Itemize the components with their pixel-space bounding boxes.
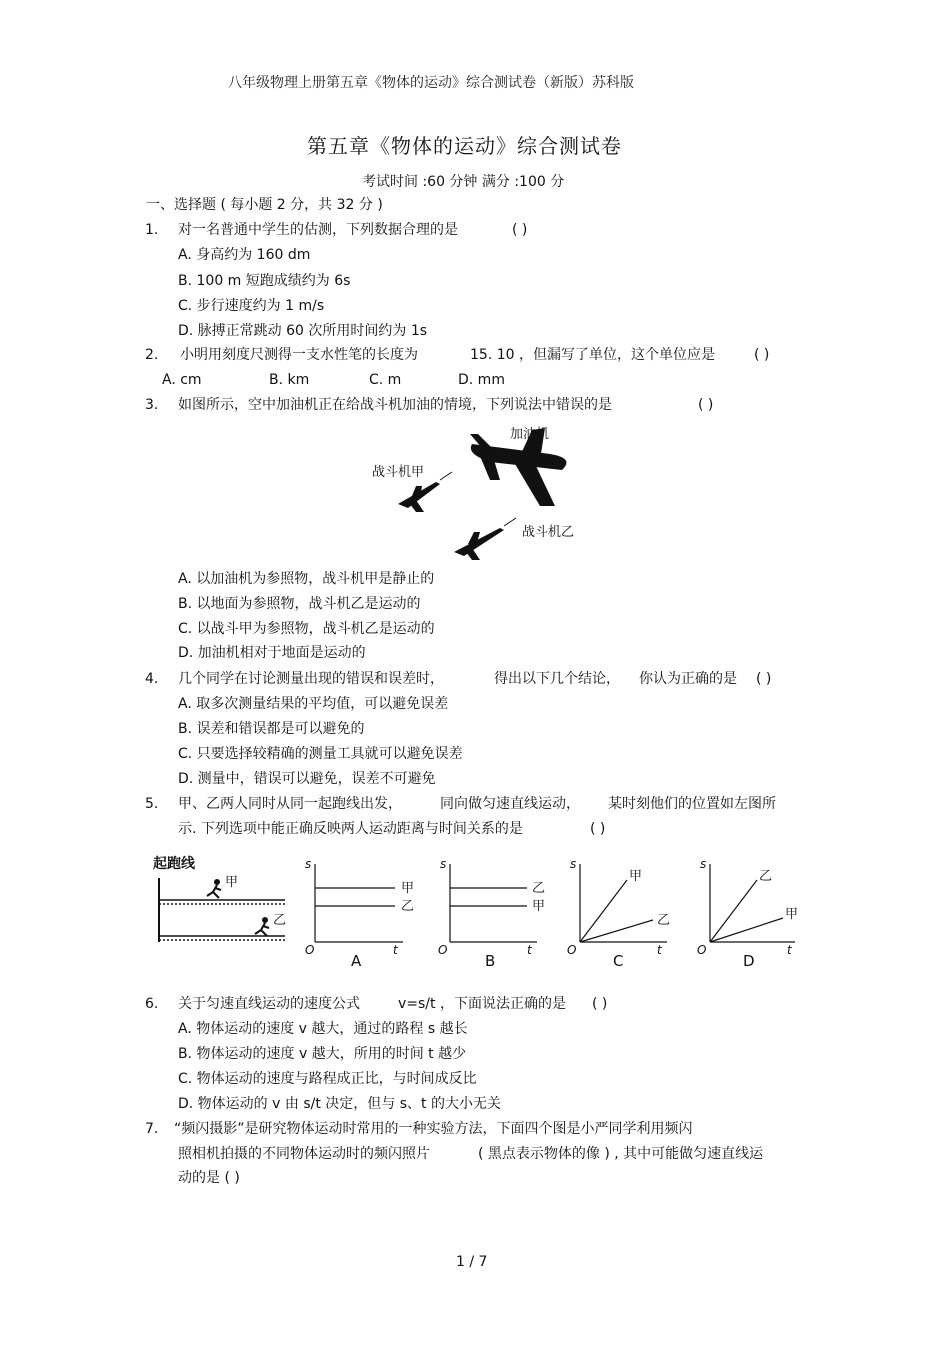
graph-a-yi-label: 乙 bbox=[401, 899, 415, 914]
q1-number: 1. bbox=[145, 222, 159, 238]
q1-option-c: C. 步行速度约为 1 m/s bbox=[178, 298, 325, 314]
q5-answer-paren: ( ) bbox=[590, 821, 606, 837]
q2-option-c: C. m bbox=[369, 372, 402, 388]
q5-stem-part3: 某时刻他们的位置如左图所 bbox=[608, 796, 776, 812]
graph-a-jia-label: 甲 bbox=[401, 881, 415, 896]
graph-b-yi-label: 乙 bbox=[532, 881, 546, 896]
q2-option-b: B. km bbox=[269, 372, 310, 388]
graph-c bbox=[567, 857, 670, 970]
runner-yi-label: 乙 bbox=[273, 913, 287, 928]
q2-option-d: D. mm bbox=[458, 372, 505, 388]
section-heading: 一、选择题 ( 每小题 2 分，共 32 分 ) bbox=[146, 197, 383, 213]
q4-option-d: D. 测量中，错误可以避免，误差不可避免 bbox=[178, 771, 436, 787]
graph-d-yi-label: 乙 bbox=[759, 869, 773, 884]
graph-c-origin-label: O bbox=[567, 943, 577, 957]
q6-stem: 关于匀速直线运动的速度公式 bbox=[178, 996, 360, 1012]
q1-option-a: A. 身高约为 160 dm bbox=[178, 247, 311, 263]
q1-answer-paren: ( ) bbox=[512, 222, 528, 238]
graph-a-origin-label: O bbox=[305, 943, 315, 957]
graph-b bbox=[438, 857, 545, 970]
graph-a-s-axis-label: s bbox=[305, 857, 312, 871]
graph-d bbox=[697, 857, 798, 970]
graph-b-t-axis-label: t bbox=[527, 943, 532, 957]
q4-option-c: C. 只要选择较精确的测量工具就可以避免误差 bbox=[178, 746, 463, 762]
q6-option-a: A. 物体运动的速度 v 越大，通过的路程 s 越长 bbox=[178, 1021, 468, 1037]
q7-stem-line3: 动的是 ( ) bbox=[178, 1170, 240, 1186]
q2-option-a: A. cm bbox=[162, 372, 202, 388]
q4-stem-part2: 得出以下几个结论， bbox=[494, 671, 620, 687]
graph-c-jia-label: 甲 bbox=[629, 869, 643, 884]
q5-number: 5. bbox=[145, 796, 159, 812]
q3-number: 3. bbox=[145, 397, 159, 413]
q1-option-b: B. 100 m 短跑成绩约为 6s bbox=[178, 273, 351, 289]
runner-jia-icon bbox=[207, 879, 221, 898]
q4-option-b: B. 误差和错误都是可以避免的 bbox=[178, 721, 365, 737]
graph-a-t-axis-label: t bbox=[393, 943, 398, 957]
q6-option-b: B. 物体运动的速度 v 越大，所用的时间 t 越少 bbox=[178, 1046, 467, 1062]
q2-number: 2. bbox=[145, 347, 159, 363]
page-number: 1 / 7 bbox=[456, 1254, 488, 1270]
graph-c-s-axis-label: s bbox=[570, 857, 577, 871]
q5-stem-part1: 甲、乙两人同时从同一起跑线出发， bbox=[178, 796, 402, 812]
tanker-label: 加油机 bbox=[510, 427, 550, 442]
graph-b-option-label: B bbox=[485, 952, 496, 970]
graph-c-jia-line bbox=[580, 880, 627, 942]
q3-answer-paren: ( ) bbox=[698, 397, 714, 413]
document-header: 八年级物理上册第五章《物体的运动》综合测试卷（新版）苏科版 bbox=[228, 75, 634, 91]
q5-figure bbox=[145, 850, 805, 975]
q6-formula: v=s/t ，下面说法正确的是 bbox=[398, 996, 566, 1012]
q3-option-b: B. 以地面为参照物，战斗机乙是运动的 bbox=[178, 596, 421, 612]
q1-option-d: D. 脉搏正常跳动 60 次所用时间约为 1s bbox=[178, 323, 428, 339]
graph-d-s-axis-label: s bbox=[700, 857, 707, 871]
graph-d-yi-line bbox=[710, 880, 757, 942]
q4-stem-part3: 你认为正确的是 bbox=[639, 671, 737, 687]
graph-d-option-label: D bbox=[743, 952, 755, 970]
q6-answer-paren: ( ) bbox=[592, 996, 608, 1012]
fighter-b-label: 战斗机乙 bbox=[522, 525, 575, 540]
q4-answer-paren: ( ) bbox=[756, 671, 772, 687]
q2-answer-paren: ( ) bbox=[754, 347, 770, 363]
q5-stem-line2: 示. 下列选项中能正确反映两人运动距离与时间关系的是 bbox=[178, 821, 523, 837]
q7-stem-line1: “频闪摄影”是研究物体运动时常用的一种实验方法，下面四个图是小严同学利用频闪 bbox=[174, 1121, 693, 1137]
page-title: 第五章《物体的运动》综合测试卷 bbox=[307, 134, 622, 158]
fighter-b-plane-icon bbox=[454, 528, 504, 560]
q4-number: 4. bbox=[145, 671, 159, 687]
q7-stem-line2-part2: ( 黑点表示物体的像 ) , 其中可能做匀速直线运 bbox=[478, 1146, 764, 1162]
q2-stem: 小明用刻度尺测得一支水性笔的长度为 bbox=[180, 347, 418, 363]
graph-c-option-label: C bbox=[613, 952, 624, 970]
q5-stem-part2: 同向做匀速直线运动， bbox=[440, 796, 580, 812]
graph-c-yi-label: 乙 bbox=[657, 913, 671, 928]
fighter-a-plane-icon bbox=[398, 482, 440, 512]
graph-b-s-axis-label: s bbox=[440, 857, 447, 871]
graph-b-jia-label: 甲 bbox=[532, 899, 546, 914]
fighter-a-label: 战斗机甲 bbox=[372, 465, 425, 480]
graph-d-t-axis-label: t bbox=[787, 943, 792, 957]
q1-stem: 对一名普通中学生的估测，下列数据合理的是 bbox=[178, 222, 458, 238]
q4-stem-part1: 几个同学在讨论测量出现的错误和误差时， bbox=[178, 671, 444, 687]
runner-jia-label: 甲 bbox=[225, 875, 239, 890]
q3-option-c: C. 以战斗甲为参照物，战斗机乙是运动的 bbox=[178, 621, 435, 637]
q6-option-c: C. 物体运动的速度与路程成正比，与时间成反比 bbox=[178, 1071, 477, 1087]
q2-stem-value: 15. 10 ，但漏写了单位，这个单位应是 bbox=[470, 347, 715, 363]
start-line-diagram bbox=[153, 855, 286, 942]
graph-d-jia-line bbox=[710, 918, 783, 942]
q6-number: 6. bbox=[145, 996, 159, 1012]
graph-c-t-axis-label: t bbox=[657, 943, 662, 957]
q3-option-a: A. 以加油机为参照物，战斗机甲是静止的 bbox=[178, 571, 435, 587]
q4-option-a: A. 取多次测量结果的平均值，可以避免误差 bbox=[178, 696, 449, 712]
graph-a-option-label: A bbox=[351, 952, 362, 970]
refueling-figure bbox=[350, 420, 600, 565]
graph-b-origin-label: O bbox=[438, 943, 448, 957]
graph-d-origin-label: O bbox=[697, 943, 707, 957]
start-line-label: 起跑线 bbox=[153, 856, 195, 872]
q6-option-d: D. 物体运动的 v 由 s/t 决定，但与 s、t 的大小无关 bbox=[178, 1096, 501, 1112]
q7-stem-line2-part1: 照相机拍摄的不同物体运动时的频闪照片 bbox=[178, 1146, 430, 1162]
graph-c-yi-line bbox=[580, 920, 653, 942]
graph-a bbox=[305, 857, 414, 970]
q7-number: 7. bbox=[145, 1121, 159, 1137]
runner-yi-icon bbox=[255, 917, 269, 936]
exam-info: 考试时间 :60 分钟 满分 :100 分 bbox=[362, 174, 565, 190]
q3-stem: 如图所示，空中加油机正在给战斗机加油的情境，下列说法中错误的是 bbox=[178, 397, 612, 413]
graph-d-jia-label: 甲 bbox=[785, 907, 799, 922]
q3-option-d: D. 加油机相对于地面是运动的 bbox=[178, 645, 366, 661]
